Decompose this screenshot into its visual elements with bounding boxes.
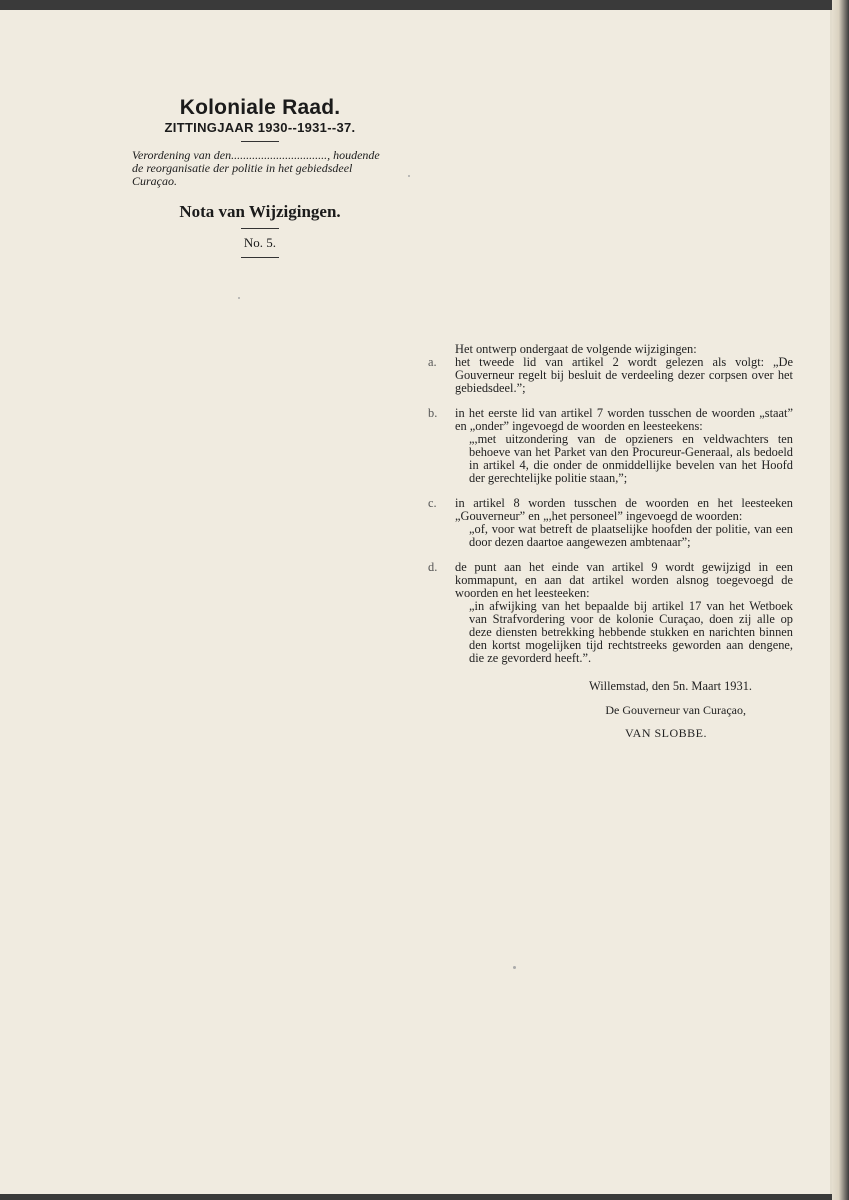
amendment-item bbox=[428, 497, 793, 549]
paper-speck bbox=[513, 966, 516, 969]
item-marker: a. bbox=[428, 355, 437, 369]
item-marker: b. bbox=[428, 406, 438, 420]
divider bbox=[241, 228, 279, 229]
divider bbox=[241, 257, 279, 258]
signatory-name: VAN SLOBBE. bbox=[625, 726, 707, 740]
scan-top-edge bbox=[0, 0, 849, 10]
ordinance-description: Verordening van den................................, houdende de reorganisatie der politie in het gebiedsdeel Curaçao. bbox=[132, 148, 380, 188]
amendments-body bbox=[428, 343, 793, 740]
document-page bbox=[0, 10, 832, 1194]
item-text: in artikel 8 worden tusschen de woorden en het leesteeken „Gouverneur” en „,het personeel” ingevoegd de woorden: bbox=[455, 496, 793, 523]
date-line: Willemstad, den 5n. Maart 1931. bbox=[589, 679, 752, 693]
intro-text: Het ontwerp ondergaat de volgende wijzigingen: bbox=[455, 342, 697, 356]
scan-right-edge bbox=[832, 0, 849, 1200]
nota-number: No. 5. bbox=[243, 235, 277, 250]
document-header bbox=[130, 96, 390, 264]
item-text: de punt aan het einde van artikel 9 wordt gewijzigd in een kommapunt, en aan dat artikel worden alsnog toegevoegd de woorden en het leesteeken: bbox=[455, 560, 793, 600]
item-quote: „of, voor wat betreft de plaatselijke hoofden der politie, van een door dezen daartoe aangewezen ambtenaar”; bbox=[469, 522, 793, 549]
divider bbox=[241, 141, 279, 142]
council-title: Koloniale Raad. bbox=[179, 96, 341, 119]
session-year: ZITTINGJAAR 1930--1931--37. bbox=[164, 120, 356, 135]
item-quote: „in afwijking van het bepaalde bij artikel 17 van het Wetboek van Strafvordering voor de kolonie Curaçao, doen zij alle op deze diensten betrekking hebbende stukken en narichten binnen den kortst mogelijken tijd rechtstreeks geworden aan dengene, die ze gevorderd heeft.”. bbox=[469, 599, 793, 665]
item-text: in het eerste lid van artikel 7 worden tusschen de woorden „staat” en „onder” ingevoegd de woorden en leesteekens: bbox=[455, 406, 793, 433]
amendment-item bbox=[428, 407, 793, 485]
nota-heading: Nota van Wijzigingen. bbox=[179, 202, 341, 221]
paper-speck bbox=[238, 297, 240, 299]
amendment-list bbox=[428, 356, 793, 665]
item-quote: „,met uitzondering van de opzieners en veldwachters ten behoeve van het Parket van den Procureur-Generaal, als bedoeld in artikel 4, die onder de onmiddellijke bevelen van het Hoofd der gerechtelijke politie staan,”; bbox=[469, 432, 793, 485]
amendment-item bbox=[428, 561, 793, 665]
item-marker: c. bbox=[428, 496, 437, 510]
item-marker: d. bbox=[428, 560, 438, 574]
amendment-item bbox=[428, 356, 793, 395]
item-text: het tweede lid van artikel 2 wordt gelezen als volgt: „De Gouverneur regelt bij besluit de verdeeling dezer corpsen over het gebiedsdeel.”; bbox=[455, 355, 793, 395]
paper-speck bbox=[408, 175, 410, 177]
signatory-title: De Gouverneur van Curaçao, bbox=[605, 703, 746, 717]
